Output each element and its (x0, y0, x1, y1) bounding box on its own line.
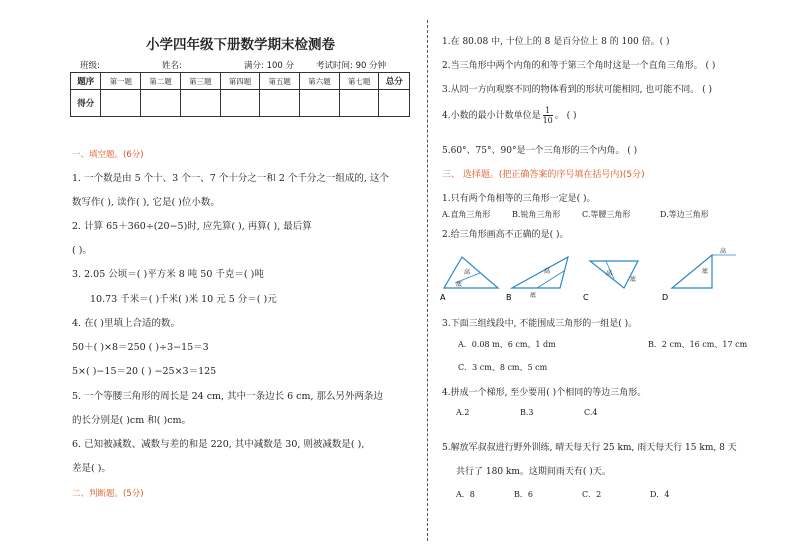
question-line: 数写作( ), 读作( ), 它是( )位小数。 (72, 197, 220, 208)
option[interactable]: C.4 (584, 408, 598, 417)
exam-info (80, 59, 410, 71)
question-line: ( )。 (72, 245, 92, 256)
fraction-numerator: 1 (543, 106, 553, 116)
score-table (70, 72, 410, 117)
score-header-cell: 题序 (71, 73, 101, 90)
option[interactable]: A.直角三角形 (442, 210, 491, 219)
option[interactable]: A.2 (456, 408, 470, 417)
judge-item: 5.60°、75°、90°是一个三角形的三个内角。 ( ) (442, 146, 638, 156)
judge-item-text: 4.小数的最小计数单位是 (442, 111, 541, 121)
score-header-cell: 第七题 (339, 73, 379, 90)
score-cell[interactable] (379, 90, 410, 117)
option[interactable]: B．2 cm、16 cm、17 cm (648, 340, 748, 349)
class-label: 班级: (80, 61, 100, 71)
judge-item-fraction (442, 106, 577, 125)
triangle-option-c[interactable] (583, 261, 638, 302)
choice-options (442, 209, 709, 220)
triangle-d-high-label: 高 (720, 248, 727, 255)
triangle-option-d[interactable] (662, 247, 736, 302)
triangle-b-height (537, 271, 564, 288)
option[interactable]: C.等腰三角形 (582, 210, 631, 219)
fraction (543, 106, 553, 125)
choice-question: 4.拼成一个梯形, 至少要用( )个相同的等边三角形。 (442, 388, 647, 398)
question-line: 4. 在( )里填上合适的数。 (72, 318, 181, 329)
judge-item: 3.从同一方向观察不同的物体看到的形状可能相同, 也可能不同。 ( ) (442, 85, 713, 95)
triangle-option-b[interactable] (506, 257, 568, 302)
score-cell[interactable] (180, 90, 220, 117)
choice-question-cont: 共行了 180 km。这期间雨天有( )天。 (456, 467, 611, 477)
triangle-d-base-label: 底 (702, 268, 709, 275)
question-line: 3. 2.05 公顷＝( )平方米 8 吨 50 千克＝( )吨 (72, 269, 264, 280)
triangle-c-high-label: 高 (606, 270, 613, 277)
option[interactable]: C．3 cm、8 cm、5 cm (458, 363, 548, 372)
choice-question: 1.只有两个角相等的三角形一定是( )。 (442, 194, 596, 204)
page-title: 小学四年级下册数学期末检测卷 (146, 37, 335, 53)
name-label: 姓名: (162, 61, 182, 71)
fraction-denominator: 10 (542, 116, 553, 125)
question-line: 的长分别是( )cm 和( )cm。 (72, 415, 192, 426)
choice-options (456, 489, 670, 500)
question-line: 2. 计算 65＋360÷(20−5)时, 应先算( ), 再算( ), 最后算 (72, 221, 312, 232)
choice-options (458, 339, 747, 350)
option[interactable]: B.3 (520, 408, 534, 417)
option[interactable]: A．8 (456, 490, 475, 499)
option[interactable]: D．4 (650, 490, 670, 499)
choice-options (458, 362, 547, 373)
score-header-cell: 第五题 (260, 73, 300, 90)
full-score: 满分: 100 分 (244, 61, 294, 71)
option[interactable]: B．6 (514, 490, 533, 499)
score-cell[interactable] (339, 90, 379, 117)
question-line: 差是( )。 (72, 463, 111, 474)
score-header-cell: 第一题 (101, 73, 141, 90)
triangle-c-shape (590, 261, 638, 288)
option[interactable]: C．2 (582, 490, 602, 499)
triangle-c-base-label: 底 (630, 276, 637, 283)
question-line: 1. 一个数是由 5 个十、3 个一、7 个十分之一和 2 个千分之一组成的, 这个 (72, 173, 389, 184)
score-cell[interactable] (260, 90, 300, 117)
triangle-b-letter: B (506, 293, 512, 302)
right-column (440, 0, 780, 549)
triangle-a-letter: A (440, 293, 446, 302)
triangle-b-high-label: 高 (544, 268, 551, 275)
judge-item-tail: 。 ( ) (554, 111, 577, 121)
score-table-row (71, 90, 410, 117)
question-line: 5. 一个等腰三角形的周长是 24 cm, 其中一条边长 6 cm, 那么另外两条边 (72, 391, 384, 402)
score-table-header (71, 73, 410, 90)
triangle-figures (440, 243, 780, 305)
column-divider (427, 20, 428, 541)
question-line: 5×( )−15＝20 ( ) −25×3＝125 (72, 366, 217, 377)
score-header-cell: 第六题 (300, 73, 340, 90)
triangle-b-shape (512, 257, 568, 288)
option[interactable]: B.锐角三角形 (512, 210, 561, 219)
score-header-cell: 第四题 (220, 73, 260, 90)
question-line: 50＋( )×8＝250 ( )÷3−15＝3 (72, 342, 209, 353)
triangle-a-base-label: 底 (456, 281, 463, 288)
score-header-cell: 总分 (379, 73, 410, 90)
score-header-cell: 第三题 (180, 73, 220, 90)
score-cell[interactable] (141, 90, 181, 117)
triangle-d-letter: D (662, 293, 669, 302)
question-line: 10.73 千米＝( )千米( )米 10 元 5 分＝( )元 (90, 294, 277, 305)
score-cell[interactable] (220, 90, 260, 117)
score-cell[interactable] (101, 90, 141, 117)
choice-question: 2.给三角形画高不正确的是( )。 (442, 230, 569, 240)
triangle-a-shape (444, 257, 498, 288)
section-title-choice: 三、 选择题。(把正确答案的序号填在括号内)(5分) (442, 170, 645, 180)
triangle-a-high-label: 高 (464, 269, 471, 276)
question-line: 6. 已知被减数、减数与差的和是 220, 其中减数是 30, 则被减数是( ), (72, 439, 365, 450)
choice-question: 5.解放军叔叔进行野外训练, 晴天每天行 25 km, 雨天每天行 15 km, 8 天 (442, 443, 737, 453)
triangle-option-a[interactable] (440, 257, 498, 302)
score-row-label: 得分 (71, 90, 101, 117)
section-title-fill-blank: 一、填空题。(6分) (72, 150, 144, 160)
exam-time: 考试时间: 90 分钟 (316, 61, 387, 71)
option[interactable]: A．0.08 m、6 cm、1 dm (458, 340, 556, 349)
section-title-true-false: 二、判断题。(5分) (72, 489, 144, 499)
choice-question: 3.下面三组线段中, 不能围成三角形的一组是( )。 (442, 319, 638, 329)
score-header-cell: 第二题 (141, 73, 181, 90)
choice-options (456, 408, 597, 417)
left-column (68, 0, 413, 549)
judge-item: 1.在 80.08 中, 十位上的 8 是百分位上 8 的 100 倍。( ) (442, 37, 670, 47)
score-cell[interactable] (300, 90, 340, 117)
judge-item: 2.当三角形中两个内角的和等于第三个角时这是一个直角三角形。 ( ) (442, 61, 716, 71)
triangle-b-base-label: 底 (530, 292, 537, 299)
triangle-c-letter: C (583, 293, 589, 302)
option[interactable]: D.等边三角形 (660, 210, 709, 219)
